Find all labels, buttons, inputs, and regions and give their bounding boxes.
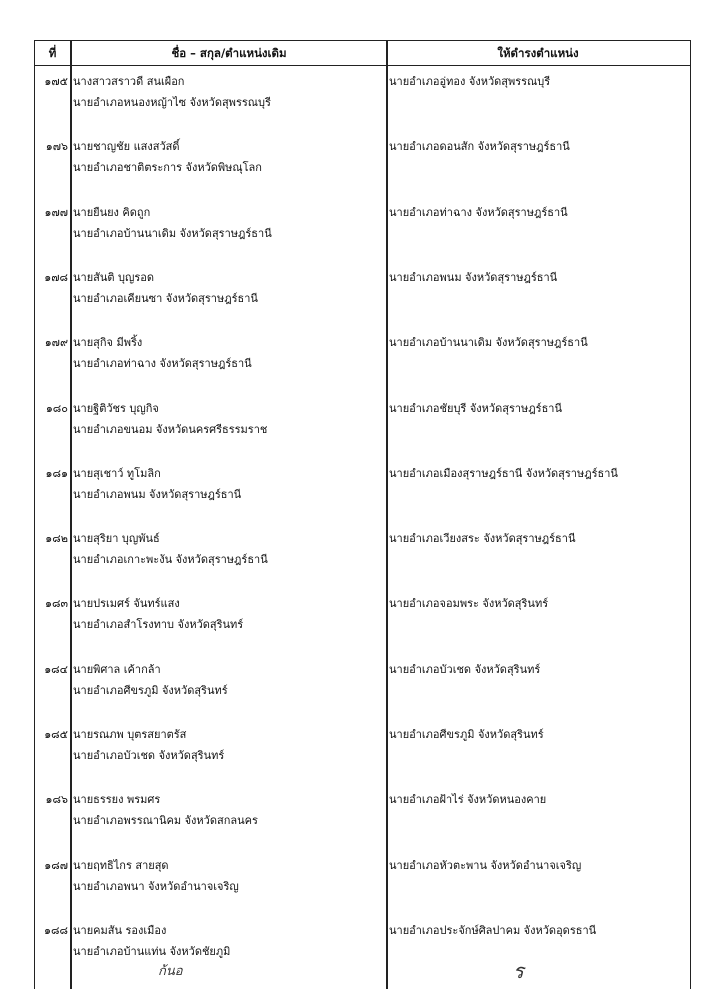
new-position: นายอำเภอดอนสัก จังหวัดสุราษฎร์ธานี [389,140,570,154]
name-cell [73,71,383,113]
person-name: นายสุริยา บุญพันธ์ [73,532,160,546]
person-name: นายปรเมศร์ จันทร์แสง [73,597,180,611]
name-cell [73,202,383,244]
table-row [35,136,690,200]
person-name: นางสาวสราวดี สนเผือก [73,75,185,88]
name-cell [73,267,383,309]
row-number: ๑๗๕ [44,75,68,88]
new-position: นายอำเภอหัวตะพาน จังหวัดอำนาจเจริญ [389,858,582,872]
row-number: ๑๘๓ [45,597,68,611]
table-row [35,724,690,788]
former-position: นายอำเภอเคียนซา จังหวัดสุราษฎร์ธานี [73,291,258,305]
person-name: นายสุกิจ มีพริ้ง [73,336,143,350]
name-cell [73,659,383,701]
row-number: ๑๘๐ [45,401,68,415]
person-name: นายชาญชัย แสงสวัสดิ์ [73,140,180,154]
table-row [35,528,690,592]
person-name: นายสันติ บุญรอด [73,270,155,284]
table-row [35,332,690,396]
new-position: นายอำเภอพนม จังหวัดสุราษฎร์ธานี [389,270,558,284]
table-header [35,41,690,66]
former-position: นายอำเภอบ้านแท่น จังหวัดชัยภูมิ [73,944,231,958]
row-number: ๑๘๔ [44,662,68,676]
new-position: นายอำเภอประจักษ์ศิลปาคม จังหวัดอุดรธานี [389,923,597,937]
person-name: นายพิศาล เค้ากล้า [73,662,161,676]
name-cell [73,136,383,178]
person-name: นายสุเชาว์ ทูโมลิก [73,466,161,480]
header-name: ชื่อ – สกุล/ตำแหน่งเดิม [171,46,287,60]
person-name: นายธรรยง พรมศร [73,793,161,807]
table-row [35,202,690,266]
person-name: นายรณภพ บุตรสยาตรัส [73,728,187,741]
name-cell [73,398,383,440]
table-row [35,398,690,462]
new-position: นายอำเภอจอมพระ จังหวัดสุรินทร์ [389,597,549,611]
row-number: ๑๗๗ [44,205,68,219]
table-row [35,659,690,723]
former-position: นายอำเภอขนอม จังหวัดนครศรีธรรมราช [73,422,268,436]
row-number: ๑๘๖ [45,793,68,807]
table-row [35,267,690,331]
former-position: นายอำเภอพนา จังหวัดอำนาจเจริญ [73,879,239,893]
former-position: นายอำเภอบ้านนาเดิม จังหวัดสุราษฎร์ธานี [73,226,272,240]
row-number: ๑๗๖ [45,140,68,154]
name-cell [73,463,383,505]
row-number: ๑๘๘ [44,923,68,937]
row-number: ๑๘๑ [45,466,68,480]
former-position: นายอำเภอศีขรภูมิ จังหวัดสุรินทร์ [73,683,228,697]
appointment-table [34,40,691,989]
new-position: นายอำเภอเวียงสระ จังหวัดสุราษฎร์ธานี [389,532,576,546]
signature-initials-left: ก้นอ [158,964,183,979]
person-name: นายคมสัน รองเมือง [73,923,167,937]
new-position: นายอำเภอบัวเชด จังหวัดสุรินทร์ [389,662,541,676]
row-number: ๑๗๙ [44,336,68,350]
name-cell [73,332,383,374]
name-cell [73,789,383,831]
former-position: นายอำเภอสำโรงทาบ จังหวัดสุรินทร์ [73,618,244,632]
name-cell [73,724,383,766]
name-cell [73,528,383,570]
new-position: นายอำเภอเมืองสุราษฎร์ธานี จังหวัดสุราษฎร์ธานี [389,466,618,480]
header-no: ที่ [48,46,57,60]
person-name: นายฤทธิไกร สายสุด [73,858,169,872]
new-position: นายอำเภอบ้านนาเดิม จังหวัดสุราษฎร์ธานี [389,336,588,350]
former-position: นายอำเภอพนม จังหวัดสุราษฎร์ธานี [73,487,242,501]
table-row [35,789,690,853]
signature-initials-right: ร [513,959,524,983]
row-number: ๑๘๗ [44,858,68,872]
former-position: นายอำเภอชาติตระการ จังหวัดพิษณุโลก [73,161,262,175]
table-row [35,463,690,527]
person-name: นายยืนยง คิดถูก [73,205,151,219]
table-row [35,71,690,135]
header-new-position: ให้ดำรงตำแหน่ง [497,46,579,60]
new-position: นายอำเภอฝ้าไร่ จังหวัดหนองคาย [389,793,547,807]
table-row [35,920,690,984]
new-position: นายอำเภอท่าฉาง จังหวัดสุราษฎร์ธานี [389,205,568,219]
row-number: ๑๘๒ [45,532,68,546]
new-position: นายอำเภอชัยบุรี จังหวัดสุราษฎร์ธานี [389,401,562,415]
table-row [35,593,690,657]
person-name: นายฐิติวัชร บุญกิจ [73,401,159,415]
new-position: นายอำเภออู่ทอง จังหวัดสุพรรณบุรี [389,75,551,88]
former-position: นายอำเภอเกาะพะงัน จังหวัดสุราษฎร์ธานี [73,553,268,567]
row-number: ๑๗๘ [44,270,68,284]
row-number: ๑๘๕ [44,728,68,741]
former-position: นายอำเภอพรรณานิคม จังหวัดสกลนคร [73,814,258,828]
name-cell [73,855,383,897]
name-cell [73,593,383,635]
new-position: นายอำเภอศีขรภูมิ จังหวัดสุรินทร์ [389,728,544,741]
table-row [35,855,690,919]
former-position: นายอำเภอหนองหญ้าไซ จังหวัดสุพรรณบุรี [73,96,271,109]
former-position: นายอำเภอบัวเชด จังหวัดสุรินทร์ [73,749,225,762]
former-position: นายอำเภอท่าฉาง จังหวัดสุราษฎร์ธานี [73,357,252,371]
name-cell [73,920,383,962]
